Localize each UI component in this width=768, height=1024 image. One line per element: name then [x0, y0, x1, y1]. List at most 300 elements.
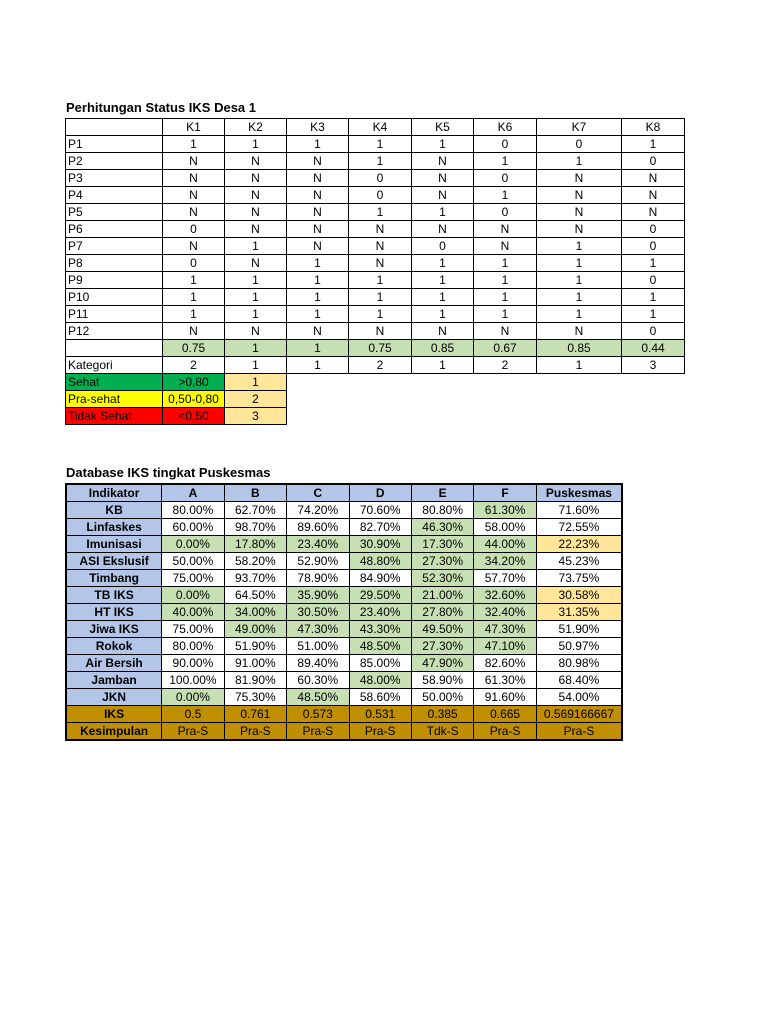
table-cell[interactable]: 27.30%: [411, 638, 473, 655]
row-label[interactable]: P6: [66, 221, 163, 238]
row-label[interactable]: P2: [66, 153, 163, 170]
table-cell[interactable]: 1: [287, 136, 349, 153]
table-cell[interactable]: 0: [163, 221, 225, 238]
column-header: Puskesmas: [536, 484, 622, 502]
empty-cell: [622, 408, 685, 425]
kategori-cell[interactable]: 2: [474, 357, 537, 374]
table-cell[interactable]: N: [225, 170, 287, 187]
table-cell[interactable]: 58.60%: [349, 689, 411, 706]
table-cell[interactable]: 0: [163, 255, 225, 272]
empty-cell: [349, 408, 412, 425]
table-cell[interactable]: 47.90%: [411, 655, 473, 672]
score-cell[interactable]: 1: [287, 340, 349, 357]
kesimpulan-cell[interactable]: Pra-S: [536, 723, 622, 741]
table-cell[interactable]: 89.60%: [287, 519, 349, 536]
kategori-cell[interactable]: 3: [622, 357, 685, 374]
table-row: [66, 323, 685, 340]
table-cell[interactable]: 75.00%: [162, 621, 224, 638]
table-cell[interactable]: 0: [622, 323, 685, 340]
table-cell[interactable]: 91.00%: [224, 655, 286, 672]
table-cell[interactable]: 98.70%: [224, 519, 286, 536]
indicator-label: Jiwa IKS: [66, 621, 162, 638]
table-cell[interactable]: 1: [412, 204, 474, 221]
table-cell[interactable]: N: [287, 238, 349, 255]
table-cell[interactable]: 54.00%: [536, 689, 622, 706]
table-cell[interactable]: 72.55%: [536, 519, 622, 536]
table-cell[interactable]: 58.90%: [411, 672, 473, 689]
row-label[interactable]: P12: [66, 323, 163, 340]
row-label[interactable]: P8: [66, 255, 163, 272]
table-cell[interactable]: 1: [412, 272, 474, 289]
table-cell[interactable]: N: [163, 153, 225, 170]
indicator-label: Linfaskes: [66, 519, 162, 536]
table-row: [66, 621, 622, 638]
table-cell[interactable]: 27.30%: [411, 553, 473, 570]
empty-cell: [622, 374, 685, 391]
table-cell[interactable]: 34.00%: [224, 604, 286, 621]
table-cell[interactable]: N: [287, 323, 349, 340]
table-cell[interactable]: 48.50%: [287, 689, 349, 706]
table-cell[interactable]: 47.30%: [287, 621, 349, 638]
table-cell[interactable]: N: [537, 170, 622, 187]
table-cell[interactable]: 51.90%: [224, 638, 286, 655]
kesimpulan-cell[interactable]: Pra-S: [474, 723, 536, 741]
table-cell[interactable]: N: [163, 170, 225, 187]
row-label[interactable]: P4: [66, 187, 163, 204]
table-cell[interactable]: N: [622, 187, 685, 204]
table-cell[interactable]: N: [474, 323, 537, 340]
table-cell[interactable]: 1: [225, 238, 287, 255]
table-cell[interactable]: N: [474, 238, 537, 255]
row-label[interactable]: P7: [66, 238, 163, 255]
table-cell[interactable]: 0: [622, 153, 685, 170]
table-cell[interactable]: 1: [225, 289, 287, 306]
empty-cell: [537, 408, 622, 425]
table-cell[interactable]: 40.00%: [162, 604, 224, 621]
table-cell[interactable]: 0: [622, 272, 685, 289]
table-cell[interactable]: N: [225, 153, 287, 170]
table-cell[interactable]: 30.58%: [536, 587, 622, 604]
iks-cell[interactable]: 0.5: [162, 706, 224, 723]
table-cell[interactable]: N: [287, 153, 349, 170]
table-cell[interactable]: 1: [349, 272, 412, 289]
table-row: [66, 502, 622, 519]
empty-cell: [287, 408, 349, 425]
indicator-label: HT IKS: [66, 604, 162, 621]
table-cell[interactable]: 1: [622, 289, 685, 306]
table-cell[interactable]: 50.00%: [162, 553, 224, 570]
table-cell[interactable]: 1: [474, 289, 537, 306]
table-cell[interactable]: 91.60%: [474, 689, 536, 706]
table-cell[interactable]: 64.50%: [224, 587, 286, 604]
table-cell[interactable]: 47.10%: [474, 638, 536, 655]
table-cell[interactable]: 1: [537, 255, 622, 272]
table-row: [66, 672, 622, 689]
kategori-cell[interactable]: 1: [225, 357, 287, 374]
score-cell[interactable]: 0.85: [412, 340, 474, 357]
row-label: Kesimpulan: [66, 723, 162, 741]
table-cell[interactable]: N: [287, 221, 349, 238]
column-header: E: [411, 484, 473, 502]
column-header: F: [474, 484, 536, 502]
empty-cell: [622, 391, 685, 408]
table-cell[interactable]: 80.98%: [536, 655, 622, 672]
table-cell[interactable]: 32.60%: [474, 587, 536, 604]
table-cell[interactable]: 48.50%: [349, 638, 411, 655]
score-cell[interactable]: 0.44: [622, 340, 685, 357]
score-cell[interactable]: 1: [225, 340, 287, 357]
table-cell[interactable]: 35.90%: [287, 587, 349, 604]
table-cell[interactable]: 82.70%: [349, 519, 411, 536]
table-row: [66, 536, 622, 553]
sheet2-title: Database IKS tingkat Puskesmas: [66, 465, 271, 480]
row-label[interactable]: P1: [66, 136, 163, 153]
score-row: [66, 340, 685, 357]
table-cell[interactable]: N: [412, 221, 474, 238]
table-cell[interactable]: N: [537, 187, 622, 204]
empty-cell: [412, 374, 474, 391]
table-cell[interactable]: 1: [474, 153, 537, 170]
row-label: IKS: [66, 706, 162, 723]
sheet1-title: Perhitungan Status IKS Desa 1: [66, 100, 256, 115]
table-cell[interactable]: 0: [474, 170, 537, 187]
table-cell[interactable]: N: [225, 323, 287, 340]
table-cell[interactable]: 1: [349, 204, 412, 221]
table-cell[interactable]: 0: [622, 221, 685, 238]
table-cell[interactable]: 73.75%: [536, 570, 622, 587]
table-cell[interactable]: 17.30%: [411, 536, 473, 553]
iks-row: [66, 706, 622, 723]
table-cell[interactable]: 1: [287, 289, 349, 306]
table-cell[interactable]: 1: [163, 306, 225, 323]
table-cell[interactable]: 1: [349, 136, 412, 153]
table-cell[interactable]: 85.00%: [349, 655, 411, 672]
table-cell[interactable]: 1: [287, 255, 349, 272]
empty-cell: [287, 391, 349, 408]
legend-range: 0,50-0,80: [163, 391, 225, 408]
table-cell[interactable]: 1: [537, 306, 622, 323]
table-cell[interactable]: N: [349, 255, 412, 272]
column-header: K3: [287, 119, 349, 136]
table-cell[interactable]: 1: [412, 289, 474, 306]
empty-cell: [412, 391, 474, 408]
indicator-label: TB IKS: [66, 587, 162, 604]
table-row: [66, 289, 685, 306]
score-cell[interactable]: 0.67: [474, 340, 537, 357]
column-header: [66, 119, 163, 136]
table-cell[interactable]: N: [163, 204, 225, 221]
table-cell[interactable]: 31.35%: [536, 604, 622, 621]
iks-puskesmas-table: [65, 483, 623, 741]
empty-cell: [349, 391, 412, 408]
table-cell[interactable]: N: [225, 204, 287, 221]
table-cell[interactable]: 50.97%: [536, 638, 622, 655]
table-row: [66, 689, 622, 706]
table-cell[interactable]: N: [287, 170, 349, 187]
table-cell[interactable]: 1: [349, 289, 412, 306]
table-cell[interactable]: N: [349, 221, 412, 238]
table-cell[interactable]: 46.30%: [411, 519, 473, 536]
table-cell[interactable]: N: [412, 153, 474, 170]
kategori-cell[interactable]: 2: [349, 357, 412, 374]
kategori-row: [66, 357, 685, 374]
table-cell[interactable]: N: [287, 204, 349, 221]
table-cell[interactable]: 1: [225, 306, 287, 323]
table-cell[interactable]: 17.80%: [224, 536, 286, 553]
table-cell[interactable]: 22.23%: [536, 536, 622, 553]
table-cell[interactable]: 1: [537, 238, 622, 255]
table-cell[interactable]: N: [163, 323, 225, 340]
iks-cell[interactable]: 0.569166667: [536, 706, 622, 723]
table-cell[interactable]: 1: [474, 255, 537, 272]
table-cell[interactable]: 1: [225, 272, 287, 289]
table-row: [66, 570, 622, 587]
indicator-label: Jamban: [66, 672, 162, 689]
table-row: [66, 204, 685, 221]
column-header: K2: [225, 119, 287, 136]
kesimpulan-cell[interactable]: Pra-S: [349, 723, 411, 741]
table-cell[interactable]: 49.50%: [411, 621, 473, 638]
kategori-cell[interactable]: 1: [537, 357, 622, 374]
iks-cell[interactable]: 0.761: [224, 706, 286, 723]
iks-cell[interactable]: 0.665: [474, 706, 536, 723]
table-cell[interactable]: 48.80%: [349, 553, 411, 570]
table-cell[interactable]: 1: [225, 136, 287, 153]
table-cell[interactable]: 60.30%: [287, 672, 349, 689]
table-cell[interactable]: 90.00%: [162, 655, 224, 672]
table-cell[interactable]: 1: [412, 255, 474, 272]
table-cell[interactable]: 1: [622, 255, 685, 272]
table-cell[interactable]: 1: [163, 136, 225, 153]
table-cell[interactable]: N: [537, 323, 622, 340]
indicator-label: KB: [66, 502, 162, 519]
row-label[interactable]: P5: [66, 204, 163, 221]
table-cell[interactable]: 0: [622, 238, 685, 255]
table-cell[interactable]: 1: [537, 289, 622, 306]
column-header: K1: [163, 119, 225, 136]
table-cell[interactable]: 75.30%: [224, 689, 286, 706]
table-cell[interactable]: 1: [163, 289, 225, 306]
table-cell[interactable]: 1: [349, 306, 412, 323]
table-cell[interactable]: 51.90%: [536, 621, 622, 638]
kesimpulan-cell[interactable]: Pra-S: [162, 723, 224, 741]
table-cell[interactable]: 1: [474, 187, 537, 204]
kesimpulan-row: [66, 723, 622, 741]
table-cell[interactable]: 84.90%: [349, 570, 411, 587]
legend-code: 2: [225, 391, 287, 408]
row-label[interactable]: P3: [66, 170, 163, 187]
table-cell[interactable]: 21.00%: [411, 587, 473, 604]
table-row: [66, 255, 685, 272]
table-cell[interactable]: 78.90%: [287, 570, 349, 587]
empty-cell: [474, 391, 537, 408]
table-cell[interactable]: 57.70%: [474, 570, 536, 587]
table-cell[interactable]: N: [537, 204, 622, 221]
table-cell[interactable]: 81.90%: [224, 672, 286, 689]
row-label[interactable]: P9: [66, 272, 163, 289]
table-row: [66, 272, 685, 289]
table-cell[interactable]: 74.20%: [287, 502, 349, 519]
table-cell[interactable]: N: [537, 221, 622, 238]
table-cell[interactable]: 34.20%: [474, 553, 536, 570]
legend-code: 1: [225, 374, 287, 391]
indicator-label: Air Bersih: [66, 655, 162, 672]
table-row: [66, 553, 622, 570]
table-row: [66, 170, 685, 187]
table-cell[interactable]: 62.70%: [224, 502, 286, 519]
table-cell[interactable]: 44.00%: [474, 536, 536, 553]
indicator-label: Timbang: [66, 570, 162, 587]
row-label[interactable]: P10: [66, 289, 163, 306]
table-cell[interactable]: 1: [287, 306, 349, 323]
kategori-cell[interactable]: 1: [287, 357, 349, 374]
table-cell[interactable]: 43.30%: [349, 621, 411, 638]
table-cell[interactable]: 1: [163, 272, 225, 289]
table-cell[interactable]: N: [349, 238, 412, 255]
table-row: [66, 221, 685, 238]
table-cell[interactable]: 0: [474, 136, 537, 153]
indicator-label: Imunisasi: [66, 536, 162, 553]
table-cell[interactable]: 82.60%: [474, 655, 536, 672]
iks-cell[interactable]: 0.573: [287, 706, 349, 723]
table-cell[interactable]: 47.30%: [474, 621, 536, 638]
kesimpulan-cell[interactable]: Pra-S: [224, 723, 286, 741]
table-cell[interactable]: N: [622, 170, 685, 187]
table-cell[interactable]: 58.20%: [224, 553, 286, 570]
score-cell[interactable]: 0.75: [163, 340, 225, 357]
table-cell[interactable]: N: [474, 221, 537, 238]
column-header: K7: [537, 119, 622, 136]
table-cell[interactable]: 80.80%: [411, 502, 473, 519]
table-cell[interactable]: N: [622, 204, 685, 221]
table-cell[interactable]: N: [163, 238, 225, 255]
row-label[interactable]: P11: [66, 306, 163, 323]
iks-cell[interactable]: 0.531: [349, 706, 411, 723]
table-cell[interactable]: 48.00%: [349, 672, 411, 689]
iks-desa-table: [65, 118, 685, 425]
score-cell[interactable]: 0.85: [537, 340, 622, 357]
legend-code: 3: [225, 408, 287, 425]
column-header: D: [349, 484, 411, 502]
empty-cell: [412, 408, 474, 425]
table-cell[interactable]: 0: [474, 204, 537, 221]
table-cell[interactable]: 93.70%: [224, 570, 286, 587]
kesimpulan-cell[interactable]: Tdk-S: [411, 723, 473, 741]
table-cell[interactable]: 1: [349, 153, 412, 170]
table-row: [66, 238, 685, 255]
table-cell[interactable]: 89.40%: [287, 655, 349, 672]
table-cell[interactable]: 1: [412, 136, 474, 153]
table-cell[interactable]: 0: [349, 187, 412, 204]
table-row: [66, 153, 685, 170]
table-cell[interactable]: 58.00%: [474, 519, 536, 536]
table-cell[interactable]: 23.40%: [287, 536, 349, 553]
table-cell[interactable]: 75.00%: [162, 570, 224, 587]
table-cell[interactable]: 49.00%: [224, 621, 286, 638]
indicator-label: Rokok: [66, 638, 162, 655]
table-cell[interactable]: N: [412, 323, 474, 340]
empty-cell: [474, 374, 537, 391]
table-cell[interactable]: 1: [537, 153, 622, 170]
table-cell[interactable]: 1: [474, 272, 537, 289]
table-cell[interactable]: N: [225, 255, 287, 272]
table-cell[interactable]: 52.90%: [287, 553, 349, 570]
kategori-cell[interactable]: 2: [163, 357, 225, 374]
table-cell[interactable]: 80.00%: [162, 502, 224, 519]
table-cell[interactable]: 1: [412, 306, 474, 323]
header-row: [66, 484, 622, 502]
table-cell[interactable]: 0.00%: [162, 689, 224, 706]
table-cell[interactable]: 1: [537, 272, 622, 289]
table-cell[interactable]: 70.60%: [349, 502, 411, 519]
table-cell[interactable]: 23.40%: [349, 604, 411, 621]
legend-label: Tidak Sehat: [66, 408, 163, 425]
table-cell[interactable]: 0: [349, 170, 412, 187]
legend-row: [66, 408, 685, 425]
column-header: C: [287, 484, 349, 502]
table-cell[interactable]: 100.00%: [162, 672, 224, 689]
table-cell[interactable]: 30.90%: [349, 536, 411, 553]
table-row: [66, 638, 622, 655]
header-row: [66, 119, 685, 136]
kesimpulan-cell[interactable]: Pra-S: [287, 723, 349, 741]
table-cell[interactable]: 71.60%: [536, 502, 622, 519]
iks-cell[interactable]: 0.385: [411, 706, 473, 723]
table-cell[interactable]: 61.30%: [474, 502, 536, 519]
column-header: K6: [474, 119, 537, 136]
table-cell[interactable]: N: [287, 187, 349, 204]
table-row: [66, 519, 622, 536]
table-cell[interactable]: 29.50%: [349, 587, 411, 604]
column-header: K4: [349, 119, 412, 136]
table-cell[interactable]: N: [349, 323, 412, 340]
table-cell[interactable]: N: [412, 170, 474, 187]
table-cell[interactable]: 0.00%: [162, 536, 224, 553]
table-cell[interactable]: 0: [412, 238, 474, 255]
table-cell[interactable]: N: [412, 187, 474, 204]
score-cell[interactable]: 0.75: [349, 340, 412, 357]
table-cell[interactable]: 0.00%: [162, 587, 224, 604]
table-cell[interactable]: 60.00%: [162, 519, 224, 536]
table-cell[interactable]: 1: [622, 306, 685, 323]
table-cell[interactable]: N: [225, 221, 287, 238]
kategori-cell[interactable]: 1: [412, 357, 474, 374]
indicator-label: ASI Ekslusif: [66, 553, 162, 570]
table-cell[interactable]: 27.80%: [411, 604, 473, 621]
table-cell[interactable]: 61.30%: [474, 672, 536, 689]
table-cell[interactable]: N: [225, 187, 287, 204]
legend-row: [66, 374, 685, 391]
column-header: Indikator: [66, 484, 162, 502]
table-cell[interactable]: 80.00%: [162, 638, 224, 655]
table-cell[interactable]: 68.40%: [536, 672, 622, 689]
table-cell[interactable]: 52.30%: [411, 570, 473, 587]
table-cell[interactable]: N: [163, 187, 225, 204]
table-cell[interactable]: 45.23%: [536, 553, 622, 570]
table-cell[interactable]: 1: [622, 136, 685, 153]
table-cell[interactable]: 1: [287, 272, 349, 289]
table-row: [66, 604, 622, 621]
legend-range: <0,50: [163, 408, 225, 425]
table-cell[interactable]: 32.40%: [474, 604, 536, 621]
table-cell[interactable]: 30.50%: [287, 604, 349, 621]
table-cell[interactable]: 51.00%: [287, 638, 349, 655]
column-header: A: [162, 484, 224, 502]
table-cell[interactable]: 0: [537, 136, 622, 153]
table-cell[interactable]: 1: [474, 306, 537, 323]
empty-cell: [537, 391, 622, 408]
table-cell[interactable]: 50.00%: [411, 689, 473, 706]
